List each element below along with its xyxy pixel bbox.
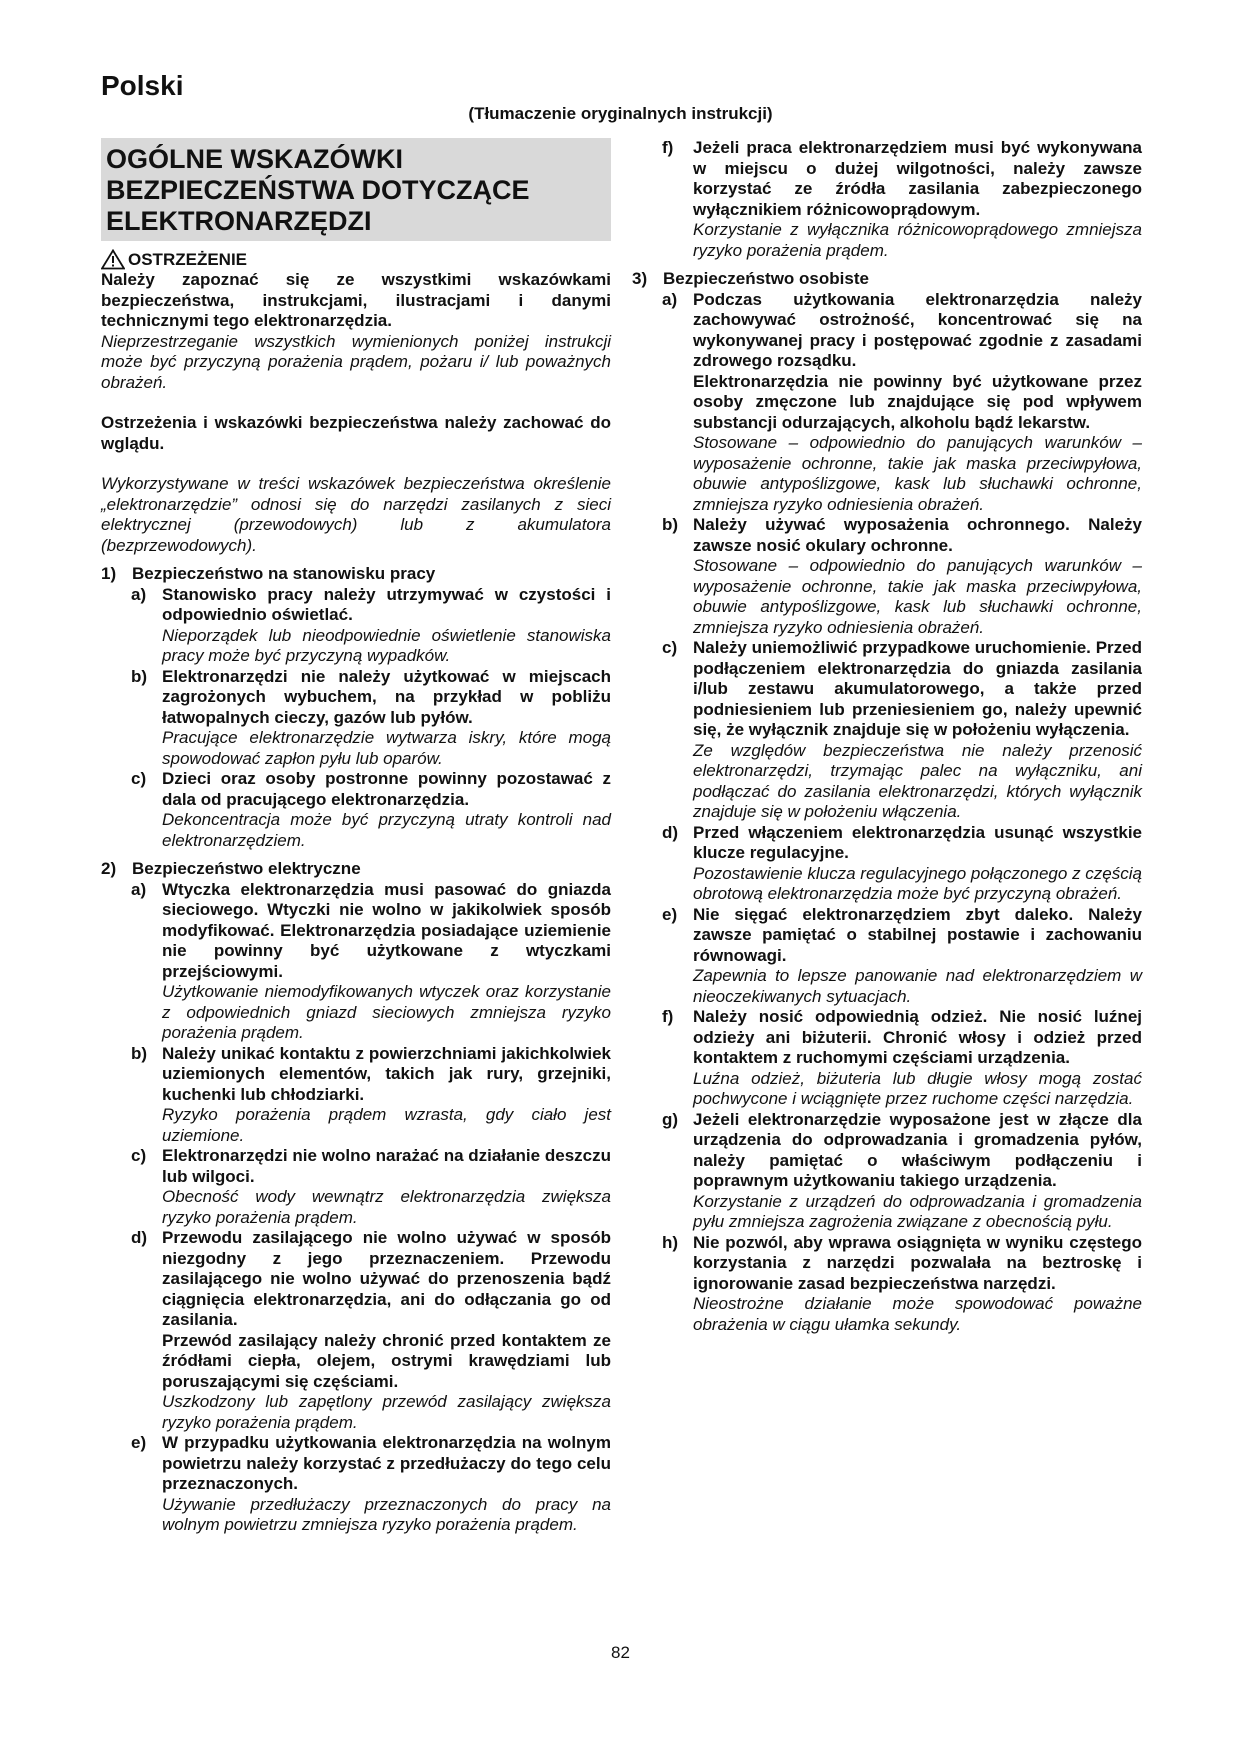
list-item: d) Przewodu zasilającego nie wolno używać w sposób niezgodny z jego przeznaczeniem. Przewodu zasilającego nie wolno używać do przenoszenia bądź ciągnięcia elektronarzędzia, ani do odłączania go od zasilania. Przewód zasilający należy chronić przed kontaktem ze źródłami ciepła, olejem, ostrymi krawędziami lub poruszającymi się częściami. Uszkodzony lub zapętlony przewód zasilający zwiększa ryzyko porażenia prądem.: [131, 1228, 611, 1432]
section-2-title: 2) Bezpieczeństwo elektryczne: [101, 859, 361, 878]
list-item: e) W przypadku użytkowania elektronarzędzia na wolnym powietrzu należy korzystać z przedłużaczy do tego celu przeznaczonych. Używanie przedłużaczy przeznaczonych do pracy na wolnym powietrzu zmniejsza ryzyko porażenia prądem.: [131, 1433, 611, 1534]
list-item: f) Jeżeli praca elektronarzędziem musi być wykonywana w miejscu o dużej wilgotności, należy zawsze korzystać ze źródła zasilania zabezpieczonego wyłącznikiem różnicowoprądowym. Korzystanie z wyłącznika różnicowoprądowego zmniejsza ryzyko porażenia prądem.: [662, 138, 1142, 260]
list-item: a) Podczas użytkowania elektronarzędzia należy zachowywać ostrożność, koncentrować się na wykonywanej pracy i postępować zgodnie z zasadami zdrowego rozsądku. Elektronarzędzia nie powinny być użytkowane przez osoby zmęczone lub znajdujące się pod wpływem substancji odurzających, alkoholu bądź lekarstw. Stosowane – odpowiednio do panujących warunków – wyposażenie ochronne, takie jak maska przeciwpyłowa, obuwie antypoślizgowe, kask lub słuchawki ochronne, zmniejsza ryzyko odniesienia obrażeń.: [662, 289, 1142, 514]
list-item: a) Wtyczka elektronarzędzia musi pasować do gniazda sieciowego. Wtyczki nie wolno w jakikolwiek sposób modyfikować. Elektronarzędzia posiadające uziemienie nie powinny być użytkowane z wtyczkami przejściowymi. Użytkowanie niemodyfikowanych wtyczek oraz korzystanie z odpowiednich gniazd sieciowych zmniejsza ryzyko porażenia prądem.: [131, 879, 611, 1042]
right-column: [632, 138, 1142, 1335]
section-1-title: 1) Bezpieczeństwo na stanowisku pracy: [101, 564, 436, 583]
left-column: [101, 138, 611, 1536]
list-item: h) Nie pozwól, aby wprawa osiągnięta w wyniku częstego korzystania z narzędzi pozwalała na beztroskę i ignorowanie zasad bezpieczeństwa narzędzi. Nieostrożne działanie może spowodować poważne obrażenia w ciągu ułamka sekundy.: [662, 1232, 1142, 1334]
section-heading: OGÓLNE WSKAZÓWKI BEZPIECZEŃSTWA DOTYCZĄCE ELEKTRONARZĘDZI: [101, 138, 611, 241]
list-item: b) Należy unikać kontaktu z powierzchniami jakichkolwiek uziemionych elementów, takich jak rury, grzejniki, kuchenki lub chłodziarki. Ryzyko porażenia prądem wzrasta, gdy ciało jest uziemione.: [131, 1043, 611, 1145]
warning-consequence: Nieprzestrzeganie wszystkich wymienionych poniżej instrukcji może być przyczyną porażenia prądem, pożaru i/ lub poważnych obrażeń.: [101, 331, 611, 392]
section-3-title: 3) Bezpieczeństwo osobiste: [632, 269, 869, 288]
translation-subtitle: (Tłumaczenie oryginalnych instrukcji): [468, 104, 773, 123]
definition-text: Wykorzystywane w treści wskazówek bezpieczeństwa określenie „elektronarzędzie” odnosi się do narzędzi zasilanych z sieci elektrycznej (przewodowych) lub z akumulatora (bezprzewodowych).: [101, 474, 611, 555]
warning-title: OSTRZEŻENIE: [128, 250, 248, 269]
list-item: f) Należy nosić odpowiednią odzież. Nie nosić luźnej odzieży ani biżuterii. Chronić włosy i odzież przed kontaktem z ruchomymi częściami urządzenia. Luźna odzież, biżuteria lub długie włosy mogą zostać pochwycone i wciągnięte przez ruchome części narzędzia.: [662, 1007, 1142, 1108]
list-item: g) Jeżeli elektronarzędzie wyposażone jest w złącze dla urządzenia do odprowadzania i gromadzenia pyłów, należy pamiętać o właściwym podłączeniu i poprawnym użytkowaniu takiego urządzenia. Korzystanie z urządzeń do odprowadzania i gromadzenia pyłu zmniejsza zagrożenia związane z obecnością pyłu.: [662, 1109, 1142, 1231]
list-item: c) Elektronarzędzi nie wolno narażać na działanie deszczu lub wilgoci. Obecność wody wewnątrz elektronarzędzia zwiększa ryzyko porażenia prądem.: [131, 1146, 611, 1227]
list-item: e) Nie sięgać elektronarzędziem zbyt daleko. Należy zawsze pamiętać o stabilnej postawie i zachowaniu równowagi. Zapewnia to lepsze panowanie nad elektronarzędziem w nieoczekiwanych sytuacjach.: [662, 904, 1142, 1006]
list-item: a) Stanowisko pracy należy utrzymywać w czystości i odpowiednio oświetlać. Nieporządek lub nieodpowiednie oświetlenie stanowiska pracy może być przyczyną wypadków.: [131, 584, 611, 665]
warning-title-row: [101, 249, 611, 270]
list-item: c) Należy uniemożliwić przypadkowe uruchomienie. Przed podłączeniem elektronarzędzia do gniazda zasilania i/lub zestawu akumulatorowego, a także przed podniesieniem lub przeniesieniem go, należy upewnić się, że wyłącznik znajduje się w położeniu wyłączenia. Ze względów bezpieczeństwa nie należy przenosić elektronarzędzi, trzymając palec na wyłączniku, ani podłączać do zasilania elektronarzędzi, których wyłącznik znajduje się w położeniu włączenia.: [662, 638, 1142, 821]
list-item: d) Przed włączeniem elektronarzędzia usunąć wszystkie klucze regulacyjne. Pozostawienie klucza regulacyjnego połączonego z częścią obrotową elektronarzędzia może być przyczyną obrażeń.: [662, 822, 1142, 903]
page-number: 82: [611, 1643, 630, 1662]
language-label: Polski: [101, 70, 184, 101]
list-item: b) Należy używać wyposażenia ochronnego. Należy zawsze nosić okulary ochronne. Stosowane – odpowiednio do panujących warunków – wyposażenie ochronne, takie jak maska przeciwpyłowa, obuwie antypoślizgowe, kask lub słuchawki ochronne, zmniejsza ryzyko odniesienia obrażeń.: [662, 515, 1142, 637]
list-item: b) Elektronarzędzi nie należy użytkować w miejscach zagrożonych wybuchem, na przykład w pobliżu łatwopalnych cieczy, gazów lub pyłów. Pracujące elektronarzędzie wytwarza iskry, które mogą spowodować zapłon pyłu lub oparów.: [131, 666, 611, 768]
warning-text: Należy zapoznać się ze wszystkimi wskazówkami bezpieczeństwa, instrukcjami, ilustracjami i danymi technicznymi tego elektronarzędzia.: [101, 270, 611, 330]
keep-instructions: Ostrzeżenia i wskazówki bezpieczeństwa należy zachować do wglądu.: [101, 413, 611, 453]
list-item: c) Dzieci oraz osoby postronne powinny pozostawać z dala od pracującego elektronarzędzia. Dekoncentracja może być przyczyną utraty kontroli nad elektronarzędziem.: [131, 769, 611, 850]
warning-triangle-icon: [101, 249, 125, 270]
